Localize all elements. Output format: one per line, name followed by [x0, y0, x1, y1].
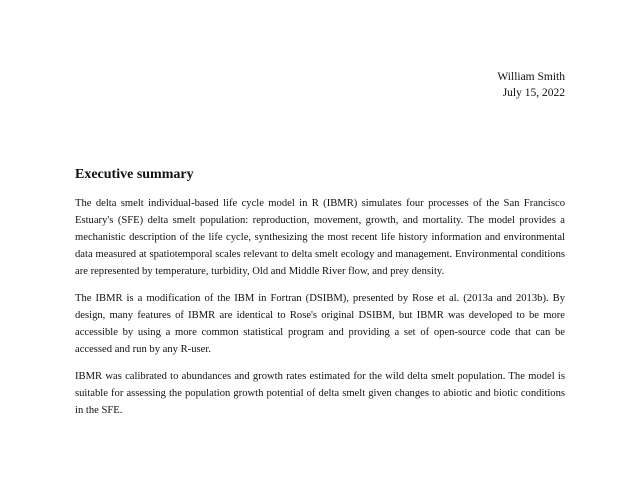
- paragraph: The IBMR is a modification of the IBM in Fortran (DSIBM), presented by Rose et al. (2013a and 2013b). By design, many features of IBMR are identical to Rose's original DSIBM, but IBMR was developed to be more accessible by using a more common statistical program and providing a set of open-source code that can be accessed and run by any R-user.: [75, 293, 565, 355]
- paragraph: IBMR was calibrated to abundances and growth rates estimated for the wild delta smelt population. The model is suitable for assessing the population growth potential of delta smelt given changes to abiotic and biotic conditions in the SFE.: [75, 371, 565, 416]
- section-body: [75, 195, 565, 429]
- document-header: [497, 69, 565, 101]
- author-name: William Smith: [497, 71, 565, 83]
- paragraph: The delta smelt individual-based life cycle model in R (IBMR) simulates four processes of the San Francisco Estuary's (SFE) delta smelt population: reproduction, movement, growth, and mortality. The model provides a mechanistic description of the life cycle, synthesizing the most recent life history information and environmental data measured at spatiotemporal scales relevant to delta smelt ecology and management. Environmental conditions are represented by temperature, turbidity, Old and Middle River flow, and prey density.: [75, 198, 565, 277]
- section-heading: Executive summary: [75, 167, 194, 182]
- document-date: July 15, 2022: [502, 87, 565, 99]
